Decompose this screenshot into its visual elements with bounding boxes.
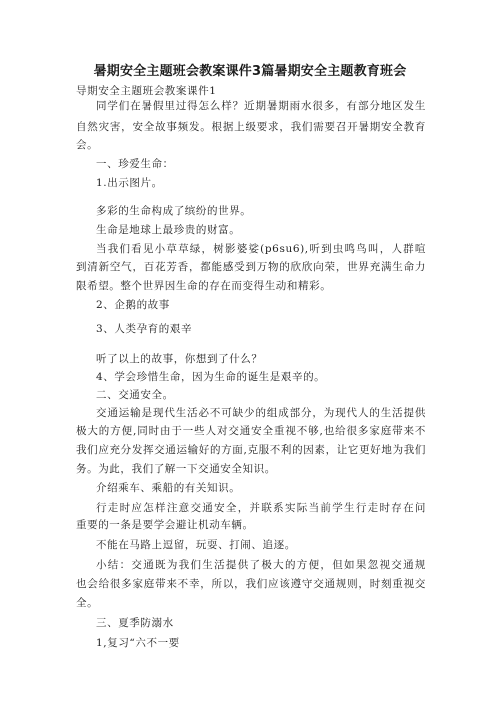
paragraph-line: 也会给很多家庭带来不幸，所以，我们应该遵守交通规则，时刻重视交 — [76, 578, 426, 590]
paragraph-line: 到清新空气，百花芳香，都能感受到万物的欣欣向荣，世界充满生命力 — [76, 261, 426, 273]
paragraph-line: 重要的一条是要学会避让机动车辆。 — [76, 519, 254, 531]
paragraph-line: 我们应充分发挥交通运输好的方面,克服不利的因素，让它更好地为我们 — [76, 444, 426, 456]
paragraph-line: 介绍乘车、乘船的有关知识。 — [96, 482, 241, 494]
paragraph-line: 限希望。整个世界因生命的存在而变得生动和精彩。 — [76, 280, 332, 292]
paragraph-line: 听了以上的故事，你想到了什么？ — [96, 353, 263, 365]
list-item: 4、学会珍惜生命，因为生命的诞生是艰辛的。 — [96, 371, 326, 383]
intro-line: 自然灾害，安全故事频发。根据上级要求，我们需要召开暑期安全教育 — [76, 121, 426, 133]
section-heading: 三、夏季防溺水 — [96, 617, 174, 629]
list-item: 3、人类孕育的艰辛 — [96, 323, 193, 335]
document-title: 暑期安全主题班会教案课件3篇暑期安全主题教育班会 — [93, 64, 407, 79]
paragraph-line: 小结：交通既为我们生活提供了极大的方便，但如果忽视交通规 — [96, 559, 426, 571]
list-item: 1,复习“六不一要 — [96, 637, 180, 649]
intro-line: 会。 — [76, 139, 99, 151]
section-heading: 一、珍爱生命： — [96, 158, 174, 170]
subtitle: 导期安全主题班会教案课件1 — [76, 85, 217, 97]
paragraph-line: 全。 — [76, 597, 99, 609]
paragraph-line: 交通运输是现代生活必不可缺少的组成部分，为现代人的生活提供 — [96, 407, 426, 419]
paragraph-line: 生命是地球上最珍贵的财富。 — [96, 224, 241, 236]
paragraph-line: 当我们看见小草草绿，树影婆娑(p6su6),听到虫鸣鸟叫，人群喧 — [96, 243, 426, 255]
paragraph-line: 极大的方便,同时由于一些人对交通安全重视不够,也给很多家庭带来不 — [76, 425, 426, 437]
intro-line: 同学们在暑假里过得怎么样？近期暑期雨水很多，有部分地区发生 — [96, 100, 426, 112]
list-item: 1.出示图片。 — [96, 177, 163, 189]
section-heading: 二、交通安全。 — [96, 389, 174, 401]
list-item: 2、企鹅的故事 — [96, 299, 170, 311]
paragraph-line: 不能在马路上逗留，玩耍、打闹、追逐。 — [96, 539, 296, 551]
paragraph-line: 务。为此，我们了解一下交通安全知识。 — [76, 463, 276, 475]
paragraph-line: 多彩的生命构成了缤纷的世界。 — [96, 205, 252, 217]
paragraph-line: 行走时应怎样注意交通安全，并联系实际当前学生行走时存在问 — [96, 502, 426, 514]
